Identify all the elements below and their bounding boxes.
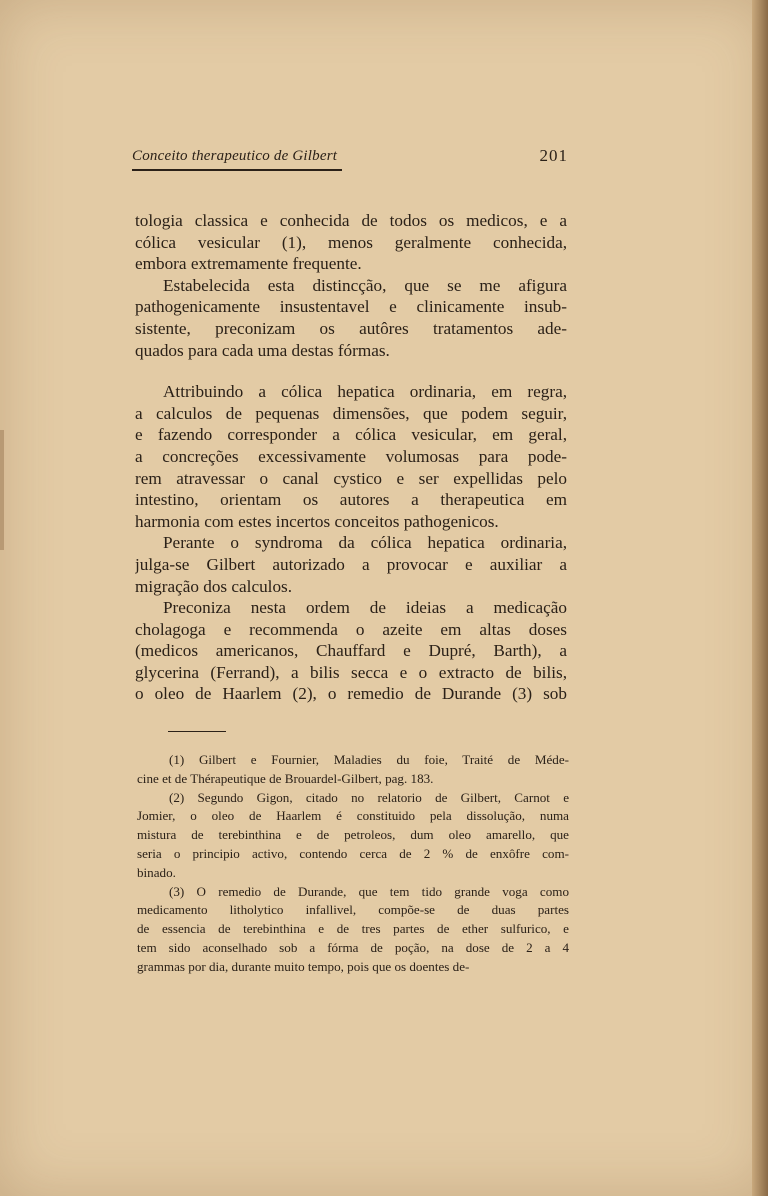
footnote-rule <box>168 731 226 732</box>
text-line: Preconiza nesta ordem de ideias a medicação <box>163 598 567 618</box>
footnote-line: (2) Segundo Gigon, citado no relatorio de Gilbert, Carnot e <box>169 789 569 805</box>
body-text <box>135 210 567 705</box>
text-line: (medicos americanos, Chauffard e Dupré, Barth), a <box>135 641 567 661</box>
footnote-line: Jomier, o oleo de Haarlem é constituido pela dissolução, numa <box>137 808 569 824</box>
text-line: julga-se Gilbert autorizado a provocar e auxiliar a <box>135 554 567 574</box>
text-line: embora extremamente frequente. <box>135 254 362 274</box>
footnote-line: grammas por dia, durante muito tempo, pois que os doentes de- <box>137 958 470 974</box>
text-line: harmonia com estes incertos conceitos pathogenicos. <box>135 511 499 531</box>
running-title: Conceito therapeutico de Gilbert <box>132 148 338 164</box>
text-line: migração dos calculos. <box>135 576 293 596</box>
page-edge <box>752 0 768 1196</box>
text-line: pathogenicamente insustentavel e clinicamente insub- <box>135 297 567 317</box>
paragraph-gap <box>135 361 567 381</box>
footnote-line: seria o principio activo, contendo cerca de 2 % de enxôfre com- <box>137 845 569 861</box>
page-number: 201 <box>539 146 568 165</box>
text-line: Perante o syndroma da cólica hepatica ordinaria, <box>163 533 567 553</box>
footnote-line: mistura de terebinthina e de petroleos, dum oleo amarello, que <box>137 827 569 843</box>
footnote-line: de essencia de terebinthina e de tres partes de ether sulfurico, e <box>137 921 569 937</box>
footnote-line: cine et de Thérapeutique de Brouardel-Gilbert, pag. 183. <box>137 770 434 786</box>
footnote-line: medicamento litholytico infallivel, compõe-se de duas partes <box>137 902 569 918</box>
text-line: cólica vesicular (1), menos geralmente conhecida, <box>135 232 567 252</box>
footnote-line: binado. <box>137 864 176 880</box>
text-line: glycerina (Ferrand), a bilis secca e o extracto de bilis, <box>135 662 567 682</box>
text-line: sistente, preconizam os autôres tratamentos ade- <box>135 318 567 338</box>
text-line: Estabelecida esta distincção, que se me afigura <box>163 275 567 295</box>
text-line: a concreções excessivamente volumosas para pode- <box>135 446 567 466</box>
text-line: tologia classica e conhecida de todos os medicos, e a <box>135 211 567 230</box>
text-line: o oleo de Haarlem (2), o remedio de Durande (3) sob <box>135 684 567 704</box>
footnotes <box>137 751 569 977</box>
page-header <box>132 146 568 176</box>
footnote-line: (3) O remedio de Durande, que tem tido grande voga como <box>169 883 569 899</box>
text-line: Attribuindo a cólica hepatica ordinaria, em regra, <box>163 382 567 402</box>
footnote-line: (1) Gilbert e Fournier, Maladies du foie, Traité de Méde- <box>169 752 569 767</box>
text-line: a calculos de pequenas dimensões, que podem seguir, <box>135 403 567 423</box>
text-line: e fazendo corresponder a cólica vesicular, em geral, <box>135 425 567 445</box>
footnote-line: tem sido aconselhado sob a fórma de poção, na dose de 2 a 4 <box>137 939 569 955</box>
text-line: intestino, orientam os autores a therapeutica em <box>135 490 567 510</box>
text-line: cholagoga e recommenda o azeite em altas doses <box>135 619 567 639</box>
binding-mark <box>0 430 4 550</box>
text-line: quados para cada uma destas fórmas. <box>135 340 390 360</box>
text-line: rem atravessar o canal cystico e ser expellidas pelo <box>135 468 567 488</box>
header-rule <box>132 169 342 171</box>
